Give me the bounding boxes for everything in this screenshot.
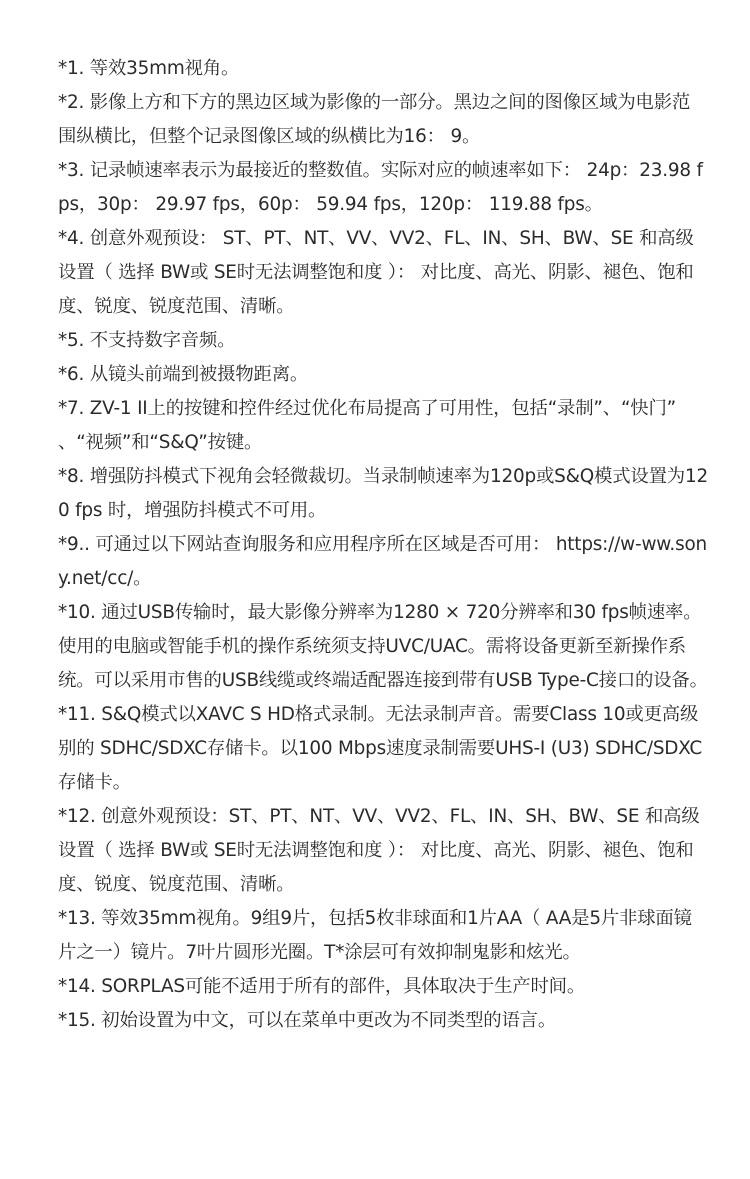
footnote-6: *6. 从镜头前端到被摄物距离。 xyxy=(58,364,309,385)
footnote-14: *14. SORPLAS可能不适用于所有的部件，具体取决于生产时间。 xyxy=(58,976,586,997)
footnote-5: *5. 不支持数字音频。 xyxy=(58,330,236,351)
footnote-3: *3. 记录帧速率表示为最接近的整数值。实际对应的帧速率如下： 24p：23.98 fps，30p： 29.97 fps，60p： 59.94 fps，120p： 119.88 fps。 xyxy=(58,160,703,215)
footnote-1: *1. 等效35mm视角。 xyxy=(58,58,240,79)
footnote-2: *2. 影像上方和下方的黑边区域为影像的一部分。黑边之间的图像区域为电影范围纵横比，但整个记录图像区域的纵横比为16： 9。 xyxy=(58,92,691,147)
footnote-4: *4. 创意外观预设： ST、PT、NT、VV、VV2、FL、IN、SH、BW、SE 和高级设置（ 选择 BW或 SE时无法调整饱和度 ）： 对比度、高光、阴影、褪色、饱和度、锐度、锐度范围、清晰。 xyxy=(58,228,694,317)
footnote-12: *12. 创意外观预设：ST、PT、NT、VV、VV2、FL、IN、SH、BW、SE 和高级设置（ 选择 BW或 SE时无法调整饱和度 ）： 对比度、高光、阴影、褪色、饱和度、锐度、锐度范围、清晰。 xyxy=(58,806,700,895)
footnote-15: *15. 初始设置为中文，可以在菜单中更改为不同类型的语言。 xyxy=(58,1010,557,1031)
footnote-list xyxy=(58,52,708,1038)
footnote-10: *10. 通过USB传输时，最大影像分辨率为1280 × 720分辨率和30 fps帧速率。使用的电脑或智能手机的操作系统须支持UVC/UAC。需将设备更新至新操作系统。可以采用市售的USB线缆或终端适配器连接到带有USB Type-C接口的设备。 xyxy=(58,602,708,691)
footnote-9: *9.. 可通过以下网站查询服务和应用程序所在区域是否可用： https://w-ww.sony.net/cc/。 xyxy=(58,534,707,589)
footnote-13: *13. 等效35mm视角。9组9片，包括5枚非球面和1片AA（ AA是5片非球面镜片之一）镜片。7叶片圆形光圈。T*涂层可有效抑制鬼影和炫光。 xyxy=(58,908,692,963)
footnote-8: *8. 增强防抖模式下视角会轻微裁切。当录制帧速率为120p或S&Q模式设置为120 fps 时，增强防抖模式不可用。 xyxy=(58,466,708,521)
footnote-11: *11. S&Q模式以XAVC S HD格式录制。无法录制声音。需要Class 10或更高级别的 SDHC/SDXC存储卡。以100 Mbps速度录制需要UHS-I (U3) SDHC/SDXC存储卡。 xyxy=(58,704,702,793)
footnote-7: *7. ZV-1 II上的按键和控件经过优化布局提高了可用性，包括“录制”、“快门” 、“视频”和“S&Q”按键。 xyxy=(58,398,676,453)
